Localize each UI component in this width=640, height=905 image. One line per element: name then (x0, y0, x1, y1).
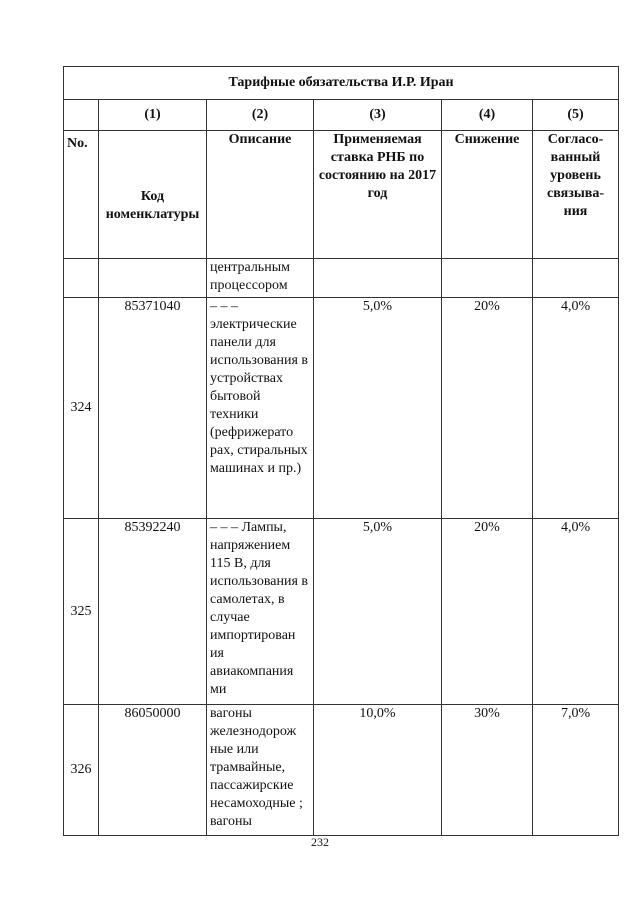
table-row (64, 519, 619, 705)
header-reduction: Снижение (442, 131, 533, 259)
table-row (64, 705, 619, 836)
item-description: – – – Лампы, напряжением 115 В, для использования в самолетах, в случае импортирован ия авиакомпания ми (207, 519, 314, 705)
item-number: 326 (64, 705, 99, 836)
column-number-1: (1) (99, 100, 207, 131)
continuation-no (64, 259, 99, 298)
column-number-2: (2) (207, 100, 314, 131)
column-number-3: (3) (314, 100, 442, 131)
page-number: 232 (311, 835, 329, 849)
continuation-description: центральным процессором (207, 259, 314, 298)
header-code: Код номенклатуры (99, 131, 207, 259)
nomenclature-code: 86050000 (99, 705, 207, 836)
reduction: 30% (442, 705, 533, 836)
table-row (64, 298, 619, 519)
reduction: 20% (442, 298, 533, 519)
nomenclature-code: 85392240 (99, 519, 207, 705)
continuation-code (99, 259, 207, 298)
column-number-5: (5) (533, 100, 619, 131)
item-number: 324 (64, 298, 99, 519)
applied-rate: 5,0% (314, 298, 442, 519)
continuation-bound (533, 259, 619, 298)
header-applied-rate: Применяемая ставка РНБ по состоянию на 2017 год (314, 131, 442, 259)
header-bound-level: Согласо-ванный уровень связыва-ния (533, 131, 619, 259)
column-number-row (64, 100, 619, 131)
title-row (64, 67, 619, 100)
nomenclature-code: 85371040 (99, 298, 207, 519)
header-row (64, 131, 619, 259)
bound-level: 4,0% (533, 298, 619, 519)
blank-number-cell (64, 100, 99, 131)
item-description: вагоны железнодорож ные или трамвайные, пассажирские несамоходные ; вагоны (207, 705, 314, 836)
bound-level: 4,0% (533, 519, 619, 705)
item-description: – – – электрические панели для использования в устройствах бытовой техники (рефрижерато рах, стиральных машинах и пр.) (207, 298, 314, 519)
header-description: Описание (207, 131, 314, 259)
column-number-4: (4) (442, 100, 533, 131)
applied-rate: 5,0% (314, 519, 442, 705)
bound-level: 7,0% (533, 705, 619, 836)
tariff-commitments-table (63, 66, 619, 836)
continuation-reduction (442, 259, 533, 298)
continuation-rate (314, 259, 442, 298)
table-title: Тарифные обязательства И.Р. Иран (64, 67, 619, 100)
header-no: No. (64, 131, 99, 259)
continuation-row (64, 259, 619, 298)
item-number: 325 (64, 519, 99, 705)
reduction: 20% (442, 519, 533, 705)
applied-rate: 10,0% (314, 705, 442, 836)
